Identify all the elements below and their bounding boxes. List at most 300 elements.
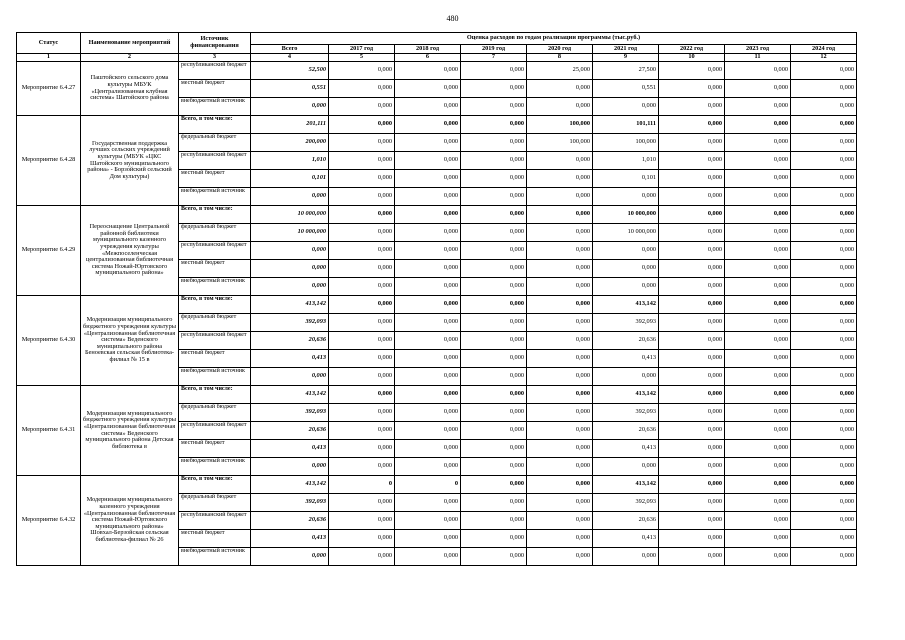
year-value: 0,000: [659, 530, 725, 548]
year-value: 0,000: [527, 530, 593, 548]
year-value: 0,000: [725, 512, 791, 530]
funding-source: федеральный бюджет: [179, 494, 251, 512]
funding-source: внебюджетный источник: [179, 368, 251, 386]
column-number: 1: [17, 54, 81, 62]
header-year: 2024 год: [791, 45, 857, 54]
year-value: 0,000: [329, 98, 395, 116]
year-value: 0,000: [461, 440, 527, 458]
table-row: [17, 206, 857, 224]
year-value: 0,000: [659, 386, 725, 404]
year-value: 20,636: [593, 512, 659, 530]
measure-name: Модернизация муниципального казенного учреждения «Централизованная библиотечная система Ножай-Юртовского муниципального района» Шовхал-Берзойская сельская библиотека-филиал № 26: [81, 476, 179, 566]
year-value: 0,000: [461, 512, 527, 530]
year-value: 0,000: [659, 224, 725, 242]
year-value: 0,000: [461, 170, 527, 188]
year-value: 0,000: [329, 242, 395, 260]
year-value: 413,142: [593, 386, 659, 404]
year-value: 0,000: [791, 224, 857, 242]
year-value: 413,142: [593, 296, 659, 314]
year-value: 0,000: [527, 170, 593, 188]
year-value: 0,000: [659, 458, 725, 476]
year-value: 0,000: [461, 188, 527, 206]
column-number: 5: [329, 54, 395, 62]
funding-source: Всего, в том числе:: [179, 476, 251, 494]
year-value: 0,000: [527, 278, 593, 296]
funding-source: внебюджетный источник: [179, 98, 251, 116]
year-value: 0,000: [461, 386, 527, 404]
year-value: 0,000: [659, 80, 725, 98]
column-number: 9: [593, 54, 659, 62]
year-value: 392,093: [593, 404, 659, 422]
year-value: 0,000: [329, 422, 395, 440]
year-value: 0,000: [659, 494, 725, 512]
year-value: 0,000: [329, 458, 395, 476]
funding-source: внебюджетный источник: [179, 188, 251, 206]
year-value: 0,000: [791, 368, 857, 386]
year-value: 0,000: [395, 134, 461, 152]
year-value: 0,000: [725, 548, 791, 566]
year-value: 392,093: [593, 314, 659, 332]
column-number: 4: [251, 54, 329, 62]
column-number: 8: [527, 54, 593, 62]
year-value: 0,000: [659, 440, 725, 458]
year-value: 0,000: [395, 188, 461, 206]
year-value: 0,000: [659, 404, 725, 422]
total-value: 0,000: [251, 548, 329, 566]
year-value: 0,000: [791, 404, 857, 422]
year-value: 0,000: [725, 530, 791, 548]
year-value: 0,000: [725, 260, 791, 278]
page-number: 480: [446, 14, 459, 23]
year-value: 20,636: [593, 332, 659, 350]
column-number: 10: [659, 54, 725, 62]
total-value: 0,000: [251, 260, 329, 278]
total-value: 413,142: [251, 476, 329, 494]
year-value: 0,000: [791, 512, 857, 530]
year-value: 0,000: [527, 188, 593, 206]
year-value: 0,000: [725, 278, 791, 296]
year-value: 0,000: [329, 530, 395, 548]
year-value: 0,000: [329, 206, 395, 224]
funding-source: Всего, в том числе:: [179, 116, 251, 134]
total-value: 10 000,000: [251, 224, 329, 242]
funding-source: Всего, в том числе:: [179, 206, 251, 224]
year-value: 100,000: [593, 134, 659, 152]
year-value: 0,000: [461, 494, 527, 512]
year-value: 0,000: [527, 296, 593, 314]
year-value: 0,000: [791, 260, 857, 278]
column-number: 2: [81, 54, 179, 62]
year-value: 10 000,000: [593, 206, 659, 224]
year-value: 0,000: [461, 404, 527, 422]
year-value: 0,000: [527, 98, 593, 116]
year-value: 0,000: [461, 62, 527, 80]
funding-source: республиканский бюджет: [179, 152, 251, 170]
year-value: 0,000: [395, 260, 461, 278]
year-value: 0,000: [395, 98, 461, 116]
year-value: 0,000: [461, 152, 527, 170]
year-value: 0,000: [527, 548, 593, 566]
year-value: 0,413: [593, 440, 659, 458]
year-value: 0,000: [593, 278, 659, 296]
year-value: 0,000: [329, 548, 395, 566]
year-value: 0,000: [791, 350, 857, 368]
table-row: [17, 116, 857, 134]
year-value: 0,000: [791, 296, 857, 314]
year-value: 0,000: [791, 422, 857, 440]
measure-status: Мероприятие 6.4.29: [17, 206, 81, 296]
total-value: 20,636: [251, 332, 329, 350]
year-value: 0,000: [725, 350, 791, 368]
year-value: 0,000: [329, 62, 395, 80]
year-value: 0,000: [329, 368, 395, 386]
year-value: 0,000: [329, 152, 395, 170]
year-value: 0,000: [791, 440, 857, 458]
year-value: 0,000: [329, 404, 395, 422]
year-value: 0,000: [659, 332, 725, 350]
year-value: 0: [395, 476, 461, 494]
year-value: 0,000: [791, 494, 857, 512]
total-value: 201,111: [251, 116, 329, 134]
year-value: 0,000: [791, 530, 857, 548]
year-value: 0: [329, 476, 395, 494]
year-value: 0,000: [725, 476, 791, 494]
funding-source: местный бюджет: [179, 440, 251, 458]
year-value: 0,000: [395, 440, 461, 458]
funding-source: внебюджетный источник: [179, 278, 251, 296]
year-value: 0,000: [329, 296, 395, 314]
year-value: 0,000: [725, 170, 791, 188]
funding-source: республиканский бюджет: [179, 512, 251, 530]
year-value: 0,000: [659, 350, 725, 368]
total-value: 10 000,000: [251, 206, 329, 224]
funding-source: республиканский бюджет: [179, 242, 251, 260]
year-value: 0,000: [395, 332, 461, 350]
year-value: 0,000: [659, 170, 725, 188]
header-year: 2017 год: [329, 45, 395, 54]
funding-source: федеральный бюджет: [179, 134, 251, 152]
year-value: 0,000: [461, 350, 527, 368]
measure-name: Модернизация муниципального бюджетного учреждения культуры «Централизованная библиотечная система» Веденского муниципального района Беноевская сельская библиотека-филиал № 15 в: [81, 296, 179, 386]
funding-source: местный бюджет: [179, 80, 251, 98]
total-value: 52,500: [251, 62, 329, 80]
year-value: 413,142: [593, 476, 659, 494]
total-value: 0,000: [251, 188, 329, 206]
year-value: 0,000: [461, 134, 527, 152]
year-value: 0,000: [461, 116, 527, 134]
year-value: 0,000: [329, 170, 395, 188]
year-value: 0,101: [593, 170, 659, 188]
year-value: 0,000: [527, 386, 593, 404]
year-value: 0,000: [527, 404, 593, 422]
measure-name: Паштойского сельского дома культуры МБУК «Централизованная клубная система» Шатойского района: [81, 62, 179, 116]
year-value: 0,000: [527, 152, 593, 170]
year-value: 0,000: [659, 314, 725, 332]
year-value: 0,000: [395, 548, 461, 566]
year-value: 0,000: [461, 530, 527, 548]
year-value: 0,000: [395, 296, 461, 314]
year-value: 0,000: [527, 350, 593, 368]
year-value: 0,000: [461, 548, 527, 566]
year-value: 0,000: [791, 458, 857, 476]
year-value: 0,000: [659, 242, 725, 260]
year-value: 0,000: [329, 512, 395, 530]
year-value: 0,000: [725, 368, 791, 386]
expenses-table: [16, 32, 857, 566]
measure-status: Мероприятие 6.4.30: [17, 296, 81, 386]
table-row: [17, 476, 857, 494]
total-value: 392,093: [251, 314, 329, 332]
year-value: 0,000: [725, 134, 791, 152]
year-value: 0,000: [791, 278, 857, 296]
year-value: 0,413: [593, 530, 659, 548]
column-number: 7: [461, 54, 527, 62]
year-value: 0,000: [329, 494, 395, 512]
column-number: 12: [791, 54, 857, 62]
total-value: 0,000: [251, 458, 329, 476]
total-value: 0,413: [251, 440, 329, 458]
year-value: 0,000: [791, 188, 857, 206]
year-value: 0,000: [461, 80, 527, 98]
year-value: 0,000: [659, 422, 725, 440]
year-value: 0,000: [725, 62, 791, 80]
year-value: 0,000: [725, 440, 791, 458]
measure-name: Модернизация муниципального бюджетного учреждения культуры «Централизованная библиотечная система» Веденского муниципального района Детская библиотека в: [81, 386, 179, 476]
total-value: 0,551: [251, 80, 329, 98]
header-year: 2019 год: [461, 45, 527, 54]
year-value: 0,000: [725, 224, 791, 242]
year-value: 0,551: [593, 80, 659, 98]
header-year: 2022 год: [659, 45, 725, 54]
year-value: 0,000: [527, 332, 593, 350]
year-value: 0,000: [461, 476, 527, 494]
year-value: 0,000: [329, 332, 395, 350]
year-value: 0,000: [329, 80, 395, 98]
header-year: 2020 год: [527, 45, 593, 54]
year-value: 0,000: [659, 296, 725, 314]
year-value: 0,000: [593, 98, 659, 116]
year-value: 0,000: [329, 386, 395, 404]
total-value: 0,000: [251, 242, 329, 260]
year-value: 0,000: [395, 530, 461, 548]
total-value: 392,093: [251, 494, 329, 512]
total-value: 0,413: [251, 530, 329, 548]
year-value: 0,000: [461, 224, 527, 242]
year-value: 0,000: [659, 134, 725, 152]
year-value: 0,000: [791, 152, 857, 170]
total-value: 20,636: [251, 512, 329, 530]
funding-source: республиканский бюджет: [179, 332, 251, 350]
year-value: 0,000: [791, 206, 857, 224]
year-value: 0,000: [395, 224, 461, 242]
table-row: [17, 296, 857, 314]
funding-source: федеральный бюджет: [179, 314, 251, 332]
funding-source: местный бюджет: [179, 530, 251, 548]
header-name: Наименование мероприятий: [81, 33, 179, 54]
year-value: 0,000: [791, 80, 857, 98]
funding-source: местный бюджет: [179, 170, 251, 188]
year-value: 0,000: [395, 116, 461, 134]
column-number: 6: [395, 54, 461, 62]
measure-name: Переоснащение Центральной районной библиотеки муниципального казенного учреждения культуры «Межпоселенческая централизованная библиотечная система Ножай-Юртовского муниципального района»: [81, 206, 179, 296]
year-value: 0,000: [395, 206, 461, 224]
total-value: 0,101: [251, 170, 329, 188]
year-value: 0,000: [461, 242, 527, 260]
year-value: 0,000: [725, 296, 791, 314]
year-value: 0,000: [791, 476, 857, 494]
total-value: 0,413: [251, 350, 329, 368]
year-value: 0,000: [791, 386, 857, 404]
year-value: 0,000: [395, 494, 461, 512]
year-value: 0,000: [659, 512, 725, 530]
table-row: [17, 386, 857, 404]
funding-source: республиканский бюджет: [179, 422, 251, 440]
year-value: 0,000: [461, 206, 527, 224]
header-year: 2021 год: [593, 45, 659, 54]
year-value: 0,000: [395, 512, 461, 530]
year-value: 0,000: [395, 404, 461, 422]
table-row: [17, 62, 857, 80]
measure-status: Мероприятие 6.4.28: [17, 116, 81, 206]
year-value: 0,000: [461, 332, 527, 350]
total-value: 0,000: [251, 278, 329, 296]
measure-status: Мероприятие 6.4.31: [17, 386, 81, 476]
funding-source: внебюджетный источник: [179, 458, 251, 476]
year-value: 1,010: [593, 152, 659, 170]
year-value: 0,000: [461, 314, 527, 332]
year-value: 0,000: [659, 476, 725, 494]
measure-status: Мероприятие 6.4.27: [17, 62, 81, 116]
year-value: 0,000: [593, 458, 659, 476]
year-value: 0,000: [329, 188, 395, 206]
year-value: 0,000: [593, 188, 659, 206]
year-value: 0,000: [725, 242, 791, 260]
year-value: 0,000: [593, 242, 659, 260]
year-value: 100,000: [527, 116, 593, 134]
year-value: 0,000: [395, 152, 461, 170]
year-value: 0,000: [527, 458, 593, 476]
year-value: 0,000: [395, 458, 461, 476]
year-value: 0,000: [527, 314, 593, 332]
year-value: 0,000: [725, 314, 791, 332]
year-value: 0,000: [725, 332, 791, 350]
year-value: 0,000: [725, 188, 791, 206]
year-value: 0,000: [461, 368, 527, 386]
header-year: 2023 год: [725, 45, 791, 54]
funding-source: внебюджетный источник: [179, 548, 251, 566]
year-value: 100,000: [527, 134, 593, 152]
year-value: 0,000: [725, 404, 791, 422]
year-value: 0,000: [461, 458, 527, 476]
year-value: 0,000: [791, 116, 857, 134]
year-value: 0,000: [659, 152, 725, 170]
year-value: 0,000: [659, 98, 725, 116]
year-value: 0,000: [659, 116, 725, 134]
year-value: 0,000: [791, 314, 857, 332]
year-value: 0,000: [659, 188, 725, 206]
year-value: 0,000: [395, 62, 461, 80]
measure-name: Государственная поддержка лучших сельских учреждений культуры (МБУК «ЦКС Шатойского муниципального района» - Борзойский сельский Дом культуры): [81, 116, 179, 206]
year-value: 0,000: [329, 440, 395, 458]
funding-source: местный бюджет: [179, 350, 251, 368]
year-value: 0,000: [791, 134, 857, 152]
funding-source: федеральный бюджет: [179, 224, 251, 242]
year-value: 0,000: [329, 278, 395, 296]
total-value: 0,000: [251, 98, 329, 116]
header-source: Источник финансирования: [179, 33, 251, 54]
header-status: Статус: [17, 33, 81, 54]
year-value: 0,000: [725, 80, 791, 98]
column-number: 3: [179, 54, 251, 62]
year-value: 0,000: [659, 548, 725, 566]
year-value: 0,000: [395, 242, 461, 260]
year-value: 0,000: [461, 260, 527, 278]
year-value: 0,000: [329, 116, 395, 134]
funding-source: Всего, в том числе:: [179, 296, 251, 314]
year-value: 0,000: [791, 62, 857, 80]
year-value: 0,000: [329, 224, 395, 242]
funding-source: Всего, в том числе:: [179, 386, 251, 404]
year-value: 0,000: [329, 314, 395, 332]
year-value: 0,000: [725, 206, 791, 224]
year-value: 0,000: [725, 98, 791, 116]
year-value: 0,000: [461, 98, 527, 116]
year-value: 0,000: [395, 350, 461, 368]
year-value: 0,000: [593, 260, 659, 278]
year-value: 0,000: [395, 278, 461, 296]
funding-source: федеральный бюджет: [179, 404, 251, 422]
year-value: 0,413: [593, 350, 659, 368]
year-value: 0,000: [791, 242, 857, 260]
year-value: 101,111: [593, 116, 659, 134]
year-value: 0,000: [461, 278, 527, 296]
year-value: 0,000: [725, 152, 791, 170]
year-value: 0,000: [527, 476, 593, 494]
year-value: 0,000: [395, 368, 461, 386]
year-value: 0,000: [659, 206, 725, 224]
funding-source: местный бюджет: [179, 260, 251, 278]
year-value: 0,000: [659, 260, 725, 278]
total-value: 0,000: [251, 368, 329, 386]
year-value: 0,000: [791, 548, 857, 566]
year-value: 0,000: [725, 458, 791, 476]
year-value: 0,000: [329, 260, 395, 278]
total-value: 413,142: [251, 296, 329, 314]
year-value: 0,000: [395, 80, 461, 98]
year-value: 0,000: [461, 296, 527, 314]
year-value: 0,000: [527, 494, 593, 512]
year-value: 10 000,000: [593, 224, 659, 242]
year-value: 0,000: [395, 170, 461, 188]
year-value: 0,000: [527, 512, 593, 530]
column-number: 11: [725, 54, 791, 62]
year-value: 27,500: [593, 62, 659, 80]
year-value: 0,000: [791, 332, 857, 350]
year-value: 0,000: [527, 224, 593, 242]
total-value: 413,142: [251, 386, 329, 404]
year-value: 0,000: [659, 62, 725, 80]
year-value: 0,000: [725, 386, 791, 404]
year-value: 20,636: [593, 422, 659, 440]
year-value: 0,000: [659, 278, 725, 296]
year-value: 0,000: [527, 422, 593, 440]
year-value: 0,000: [527, 206, 593, 224]
year-value: 0,000: [791, 98, 857, 116]
year-value: 0,000: [329, 134, 395, 152]
year-value: 0,000: [527, 368, 593, 386]
year-value: 0,000: [725, 422, 791, 440]
year-value: 0,000: [395, 422, 461, 440]
